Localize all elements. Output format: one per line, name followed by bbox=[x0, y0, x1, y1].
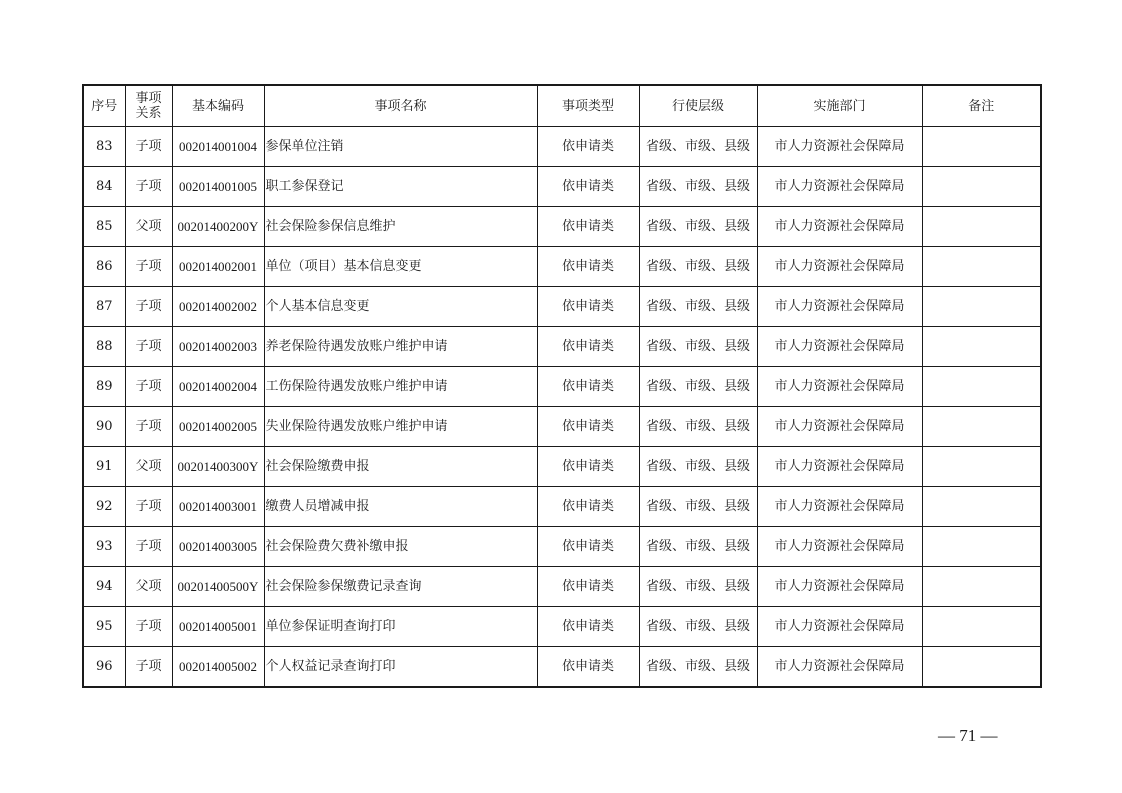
table-row bbox=[83, 567, 1041, 607]
cell-seq: 87 bbox=[83, 287, 125, 327]
header-seq: 序号 bbox=[83, 85, 125, 127]
cell-note bbox=[922, 127, 1041, 167]
cell-name: 个人权益记录查询打印 bbox=[264, 647, 537, 688]
cell-note bbox=[922, 647, 1041, 688]
cell-type: 依申请类 bbox=[537, 607, 639, 647]
cell-level: 省级、市级、县级 bbox=[639, 327, 757, 367]
cell-code: 002014002002 bbox=[172, 287, 264, 327]
cell-seq: 88 bbox=[83, 327, 125, 367]
cell-seq: 83 bbox=[83, 127, 125, 167]
table-row bbox=[83, 207, 1041, 247]
cell-seq: 84 bbox=[83, 167, 125, 207]
table-row bbox=[83, 407, 1041, 447]
header-name: 事项名称 bbox=[264, 85, 537, 127]
cell-seq: 90 bbox=[83, 407, 125, 447]
table-row bbox=[83, 247, 1041, 287]
header-relation-line1: 事项 bbox=[135, 91, 162, 106]
cell-name: 缴费人员增减申报 bbox=[264, 487, 537, 527]
cell-code: 002014002003 bbox=[172, 327, 264, 367]
matters-table bbox=[82, 84, 1042, 688]
cell-code: 002014005002 bbox=[172, 647, 264, 688]
cell-level: 省级、市级、县级 bbox=[639, 287, 757, 327]
cell-seq: 95 bbox=[83, 607, 125, 647]
cell-dept: 市人力资源社会保障局 bbox=[757, 447, 922, 487]
cell-seq: 91 bbox=[83, 447, 125, 487]
header-level: 行使层级 bbox=[639, 85, 757, 127]
cell-level: 省级、市级、县级 bbox=[639, 487, 757, 527]
cell-dept: 市人力资源社会保障局 bbox=[757, 527, 922, 567]
cell-seq: 86 bbox=[83, 247, 125, 287]
cell-relation: 父项 bbox=[125, 567, 172, 607]
cell-level: 省级、市级、县级 bbox=[639, 127, 757, 167]
cell-type: 依申请类 bbox=[537, 407, 639, 447]
header-code: 基本编码 bbox=[172, 85, 264, 127]
cell-type: 依申请类 bbox=[537, 567, 639, 607]
table-row bbox=[83, 527, 1041, 567]
cell-name: 失业保险待遇发放账户维护申请 bbox=[264, 407, 537, 447]
cell-code: 002014005001 bbox=[172, 607, 264, 647]
cell-level: 省级、市级、县级 bbox=[639, 167, 757, 207]
cell-note bbox=[922, 287, 1041, 327]
cell-code: 00201400500Y bbox=[172, 567, 264, 607]
cell-name: 职工参保登记 bbox=[264, 167, 537, 207]
cell-code: 00201400200Y bbox=[172, 207, 264, 247]
cell-type: 依申请类 bbox=[537, 367, 639, 407]
cell-note bbox=[922, 367, 1041, 407]
cell-dept: 市人力资源社会保障局 bbox=[757, 647, 922, 688]
cell-seq: 89 bbox=[83, 367, 125, 407]
cell-relation: 父项 bbox=[125, 447, 172, 487]
cell-dept: 市人力资源社会保障局 bbox=[757, 167, 922, 207]
cell-name: 社会保险参保信息维护 bbox=[264, 207, 537, 247]
cell-seq: 85 bbox=[83, 207, 125, 247]
cell-seq: 93 bbox=[83, 527, 125, 567]
cell-dept: 市人力资源社会保障局 bbox=[757, 367, 922, 407]
table-header-row bbox=[83, 85, 1041, 127]
cell-level: 省级、市级、县级 bbox=[639, 407, 757, 447]
cell-type: 依申请类 bbox=[537, 487, 639, 527]
table-row bbox=[83, 127, 1041, 167]
cell-note bbox=[922, 207, 1041, 247]
cell-relation: 子项 bbox=[125, 527, 172, 567]
cell-relation: 子项 bbox=[125, 247, 172, 287]
header-type: 事项类型 bbox=[537, 85, 639, 127]
cell-dept: 市人力资源社会保障局 bbox=[757, 127, 922, 167]
cell-type: 依申请类 bbox=[537, 127, 639, 167]
cell-relation: 子项 bbox=[125, 167, 172, 207]
page-number: — 71 — bbox=[938, 726, 998, 745]
cell-code: 002014003001 bbox=[172, 487, 264, 527]
cell-seq: 92 bbox=[83, 487, 125, 527]
cell-dept: 市人力资源社会保障局 bbox=[757, 607, 922, 647]
cell-seq: 96 bbox=[83, 647, 125, 688]
cell-dept: 市人力资源社会保障局 bbox=[757, 327, 922, 367]
cell-level: 省级、市级、县级 bbox=[639, 607, 757, 647]
cell-relation: 子项 bbox=[125, 327, 172, 367]
cell-note bbox=[922, 167, 1041, 207]
cell-level: 省级、市级、县级 bbox=[639, 567, 757, 607]
cell-note bbox=[922, 327, 1041, 367]
cell-relation: 子项 bbox=[125, 607, 172, 647]
header-relation bbox=[125, 85, 172, 127]
cell-note bbox=[922, 527, 1041, 567]
table-row bbox=[83, 607, 1041, 647]
cell-note bbox=[922, 607, 1041, 647]
table-row bbox=[83, 327, 1041, 367]
cell-level: 省级、市级、县级 bbox=[639, 527, 757, 567]
table-row bbox=[83, 167, 1041, 207]
cell-relation: 子项 bbox=[125, 407, 172, 447]
cell-note bbox=[922, 487, 1041, 527]
cell-name: 社会保险参保缴费记录查询 bbox=[264, 567, 537, 607]
cell-dept: 市人力资源社会保障局 bbox=[757, 567, 922, 607]
cell-level: 省级、市级、县级 bbox=[639, 447, 757, 487]
cell-name: 社会保险缴费申报 bbox=[264, 447, 537, 487]
cell-dept: 市人力资源社会保障局 bbox=[757, 487, 922, 527]
cell-relation: 子项 bbox=[125, 367, 172, 407]
cell-note bbox=[922, 567, 1041, 607]
cell-type: 依申请类 bbox=[537, 287, 639, 327]
header-dept: 实施部门 bbox=[757, 85, 922, 127]
header-note: 备注 bbox=[922, 85, 1041, 127]
table-row bbox=[83, 447, 1041, 487]
cell-type: 依申请类 bbox=[537, 327, 639, 367]
cell-note bbox=[922, 247, 1041, 287]
cell-name: 单位参保证明查询打印 bbox=[264, 607, 537, 647]
cell-note bbox=[922, 407, 1041, 447]
cell-relation: 子项 bbox=[125, 287, 172, 327]
cell-type: 依申请类 bbox=[537, 447, 639, 487]
cell-level: 省级、市级、县级 bbox=[639, 367, 757, 407]
cell-code: 002014003005 bbox=[172, 527, 264, 567]
cell-relation: 父项 bbox=[125, 207, 172, 247]
cell-seq: 94 bbox=[83, 567, 125, 607]
table-row bbox=[83, 487, 1041, 527]
table-row bbox=[83, 647, 1041, 688]
cell-code: 002014002001 bbox=[172, 247, 264, 287]
cell-dept: 市人力资源社会保障局 bbox=[757, 247, 922, 287]
cell-code: 002014001004 bbox=[172, 127, 264, 167]
cell-level: 省级、市级、县级 bbox=[639, 247, 757, 287]
cell-code: 002014002005 bbox=[172, 407, 264, 447]
table-row bbox=[83, 367, 1041, 407]
cell-dept: 市人力资源社会保障局 bbox=[757, 407, 922, 447]
cell-name: 个人基本信息变更 bbox=[264, 287, 537, 327]
cell-relation: 子项 bbox=[125, 127, 172, 167]
cell-name: 社会保险费欠费补缴申报 bbox=[264, 527, 537, 567]
header-relation-line2: 关系 bbox=[135, 106, 162, 121]
cell-type: 依申请类 bbox=[537, 647, 639, 688]
cell-name: 参保单位注销 bbox=[264, 127, 537, 167]
cell-note bbox=[922, 447, 1041, 487]
cell-type: 依申请类 bbox=[537, 527, 639, 567]
cell-type: 依申请类 bbox=[537, 207, 639, 247]
cell-code: 002014001005 bbox=[172, 167, 264, 207]
cell-code: 002014002004 bbox=[172, 367, 264, 407]
table-row bbox=[83, 287, 1041, 327]
cell-relation: 子项 bbox=[125, 487, 172, 527]
cell-name: 养老保险待遇发放账户维护申请 bbox=[264, 327, 537, 367]
cell-type: 依申请类 bbox=[537, 167, 639, 207]
cell-code: 00201400300Y bbox=[172, 447, 264, 487]
cell-type: 依申请类 bbox=[537, 247, 639, 287]
cell-name: 工伤保险待遇发放账户维护申请 bbox=[264, 367, 537, 407]
cell-dept: 市人力资源社会保障局 bbox=[757, 287, 922, 327]
cell-dept: 市人力资源社会保障局 bbox=[757, 207, 922, 247]
cell-name: 单位（项目）基本信息变更 bbox=[264, 247, 537, 287]
cell-level: 省级、市级、县级 bbox=[639, 647, 757, 688]
cell-level: 省级、市级、县级 bbox=[639, 207, 757, 247]
cell-relation: 子项 bbox=[125, 647, 172, 688]
table-body bbox=[83, 127, 1041, 688]
